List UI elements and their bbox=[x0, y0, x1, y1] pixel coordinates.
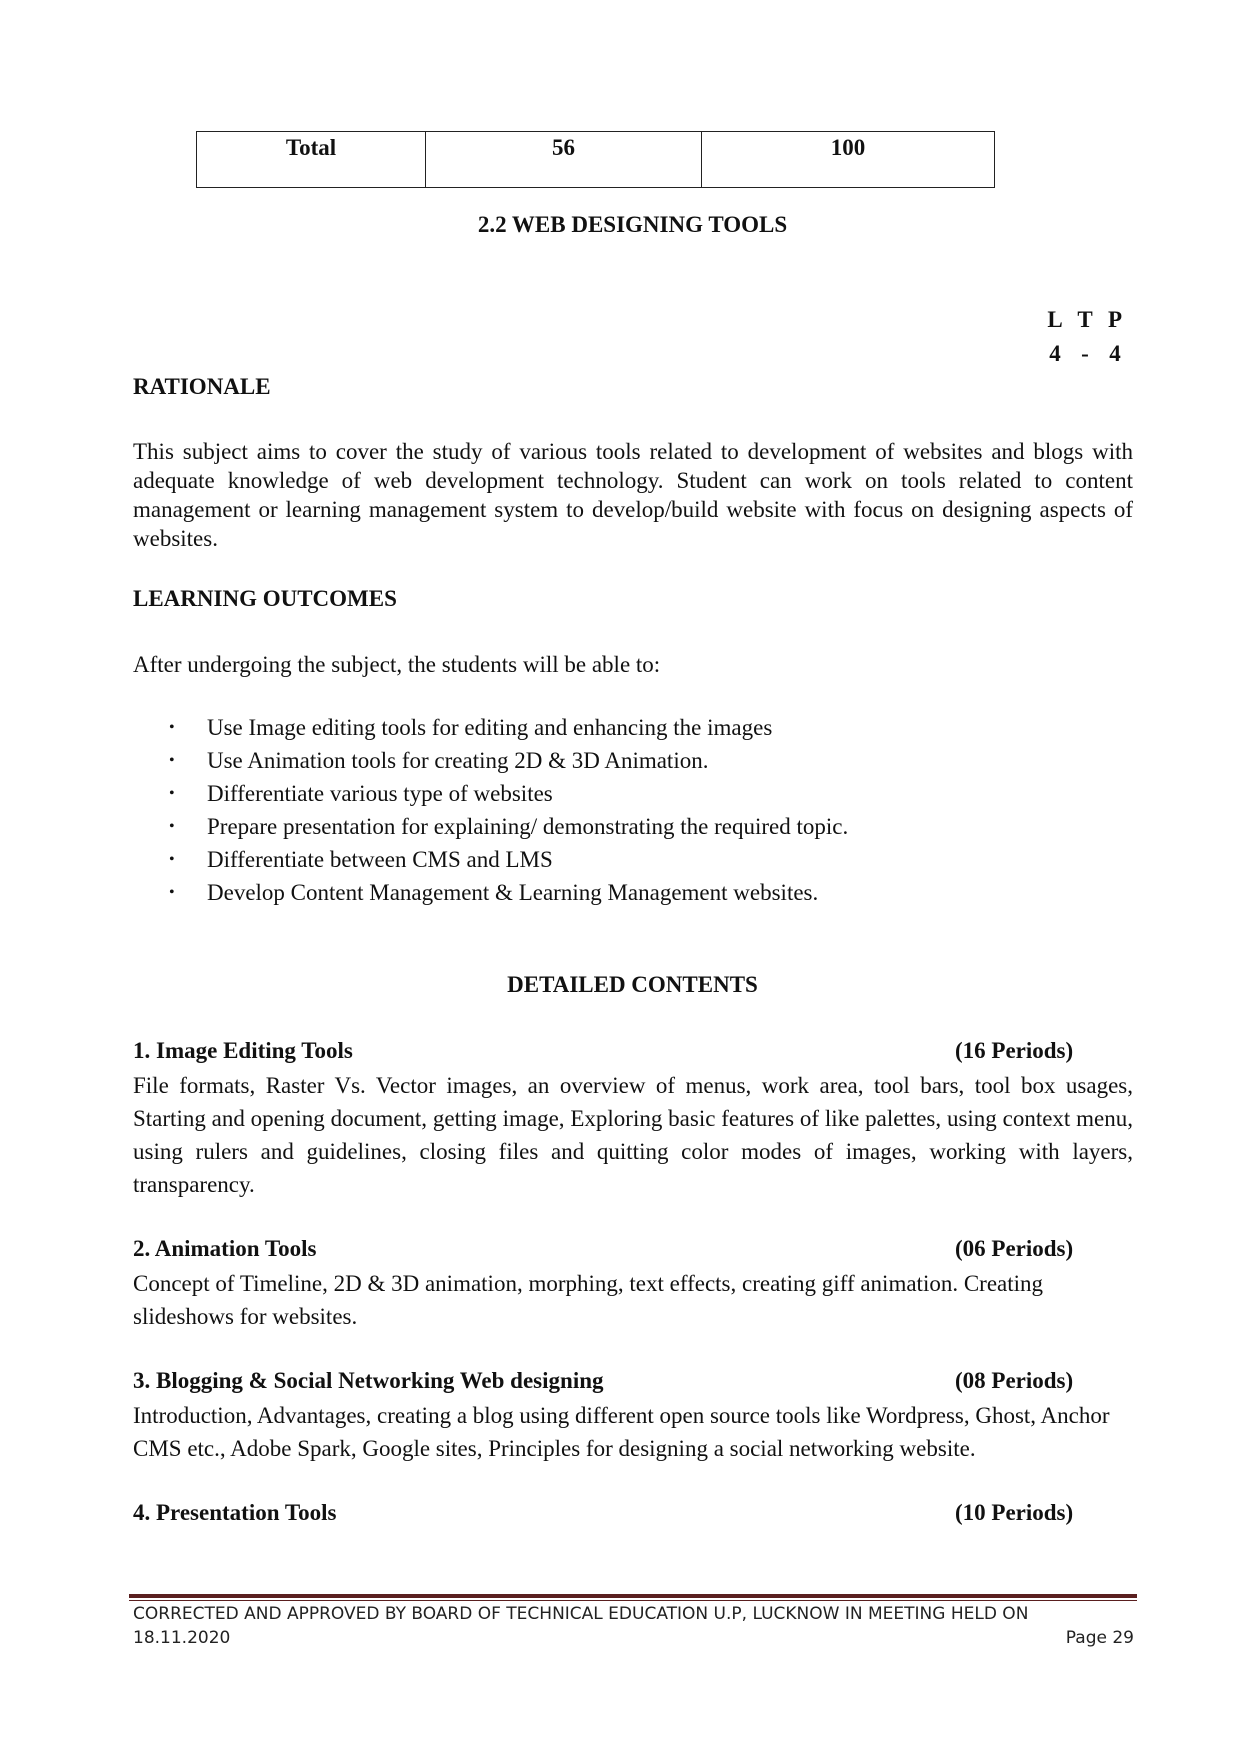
rationale-text: This subject aims to cover the study of various tools related to development of websites and blogs with adequate knowledge of web development technology. Student can work on tools related to content management or learning management system to develop/build website with focus on designing aspects of websites. bbox=[133, 439, 1133, 551]
list-item-text: Differentiate various type of websites bbox=[207, 781, 553, 806]
rationale-heading: RATIONALE bbox=[133, 374, 271, 399]
unit-4-periods: (10 Periods) bbox=[955, 1500, 1074, 1525]
list-item-text: Use Image editing tools for editing and enhancing the images bbox=[207, 715, 773, 740]
list-item bbox=[163, 843, 1063, 876]
unit-1-title: 1. Image Editing Tools bbox=[133, 1038, 353, 1063]
table-cell-periods: 56 bbox=[426, 132, 702, 188]
total-row-table bbox=[196, 131, 995, 188]
list-item-text: Develop Content Management & Learning Management websites. bbox=[207, 880, 819, 905]
table-cell-marks: 100 bbox=[702, 132, 995, 188]
unit-1-header bbox=[133, 1038, 1083, 1068]
list-item bbox=[163, 810, 1063, 843]
ltp-header-l: L bbox=[1047, 307, 1063, 332]
unit-3-header bbox=[133, 1368, 1083, 1398]
list-item bbox=[163, 777, 1063, 810]
ltp-headers bbox=[1040, 307, 1150, 337]
unit-2-text: Concept of Timeline, 2D & 3D animation, morphing, text effects, creating giff animation. Creating slideshows for websites. bbox=[133, 1271, 1044, 1329]
table-row bbox=[197, 132, 995, 188]
detailed-contents-heading: DETAILED CONTENTS bbox=[507, 972, 758, 997]
bullet-icon: • bbox=[169, 752, 175, 769]
list-item bbox=[163, 744, 1063, 777]
ltp-header-p: P bbox=[1107, 307, 1123, 332]
learning-outcomes-heading: LEARNING OUTCOMES bbox=[133, 586, 397, 611]
unit-4-header bbox=[133, 1500, 1083, 1530]
unit-3-text: Introduction, Advantages, creating a blog using different open source tools like Wordpress, Ghost, Anchor CMS etc., Adobe Spark, Google sites, Principles for designing a social networking website. bbox=[133, 1403, 1110, 1461]
bullet-icon: • bbox=[169, 785, 175, 802]
list-item-text: Use Animation tools for creating 2D & 3D Animation. bbox=[207, 748, 709, 773]
unit-4-title: 4. Presentation Tools bbox=[133, 1500, 337, 1525]
ltp-value-p: 4 bbox=[1109, 341, 1121, 366]
subject-title: 2.2 WEB DESIGNING TOOLS bbox=[477, 212, 788, 237]
unit-2-periods: (06 Periods) bbox=[955, 1236, 1074, 1261]
list-item-text: Differentiate between CMS and LMS bbox=[207, 847, 553, 872]
unit-3-periods: (08 Periods) bbox=[955, 1368, 1074, 1393]
ltp-header-t: T bbox=[1077, 307, 1093, 332]
unit-3-title: 3. Blogging & Social Networking Web designing bbox=[133, 1368, 604, 1393]
unit-1-periods: (16 Periods) bbox=[955, 1038, 1074, 1063]
unit-1-text: File formats, Raster Vs. Vector images, an overview of menus, work area, tool bars, tool box usages, Starting and opening document, getting image, Exploring basic features of like palettes, using context menu, using rulers and guidelines, closing files and quitting color modes of images, working with layers, transparency. bbox=[133, 1073, 1133, 1197]
ltp-value-t: - bbox=[1081, 341, 1089, 366]
learning-outcomes-list bbox=[163, 711, 1063, 909]
ltp-values bbox=[1040, 341, 1150, 371]
table-cell-total: Total bbox=[197, 132, 426, 188]
bullet-icon: • bbox=[169, 851, 175, 868]
learning-outcomes-intro: After undergoing the subject, the students will be able to: bbox=[133, 652, 661, 677]
ltp-value-l: 4 bbox=[1049, 341, 1061, 366]
list-item bbox=[163, 876, 1063, 909]
bullet-icon: • bbox=[169, 719, 175, 736]
bullet-icon: • bbox=[169, 884, 175, 901]
unit-2-title: 2. Animation Tools bbox=[133, 1236, 317, 1261]
list-item-text: Prepare presentation for explaining/ demonstrating the required topic. bbox=[207, 814, 849, 839]
footer-rule-thin bbox=[129, 1600, 1137, 1601]
list-item bbox=[163, 711, 1063, 744]
unit-2-header bbox=[133, 1236, 1083, 1266]
footer-date: 18.11.2020 bbox=[133, 1628, 231, 1648]
bullet-icon: • bbox=[169, 818, 175, 835]
footer-approval-text: CORRECTED AND APPROVED BY BOARD OF TECHNICAL EDUCATION U.P, LUCKNOW IN MEETING HELD ON bbox=[133, 1604, 1029, 1624]
footer-rule bbox=[129, 1594, 1137, 1598]
footer-page-number: Page 29 bbox=[1065, 1628, 1134, 1648]
